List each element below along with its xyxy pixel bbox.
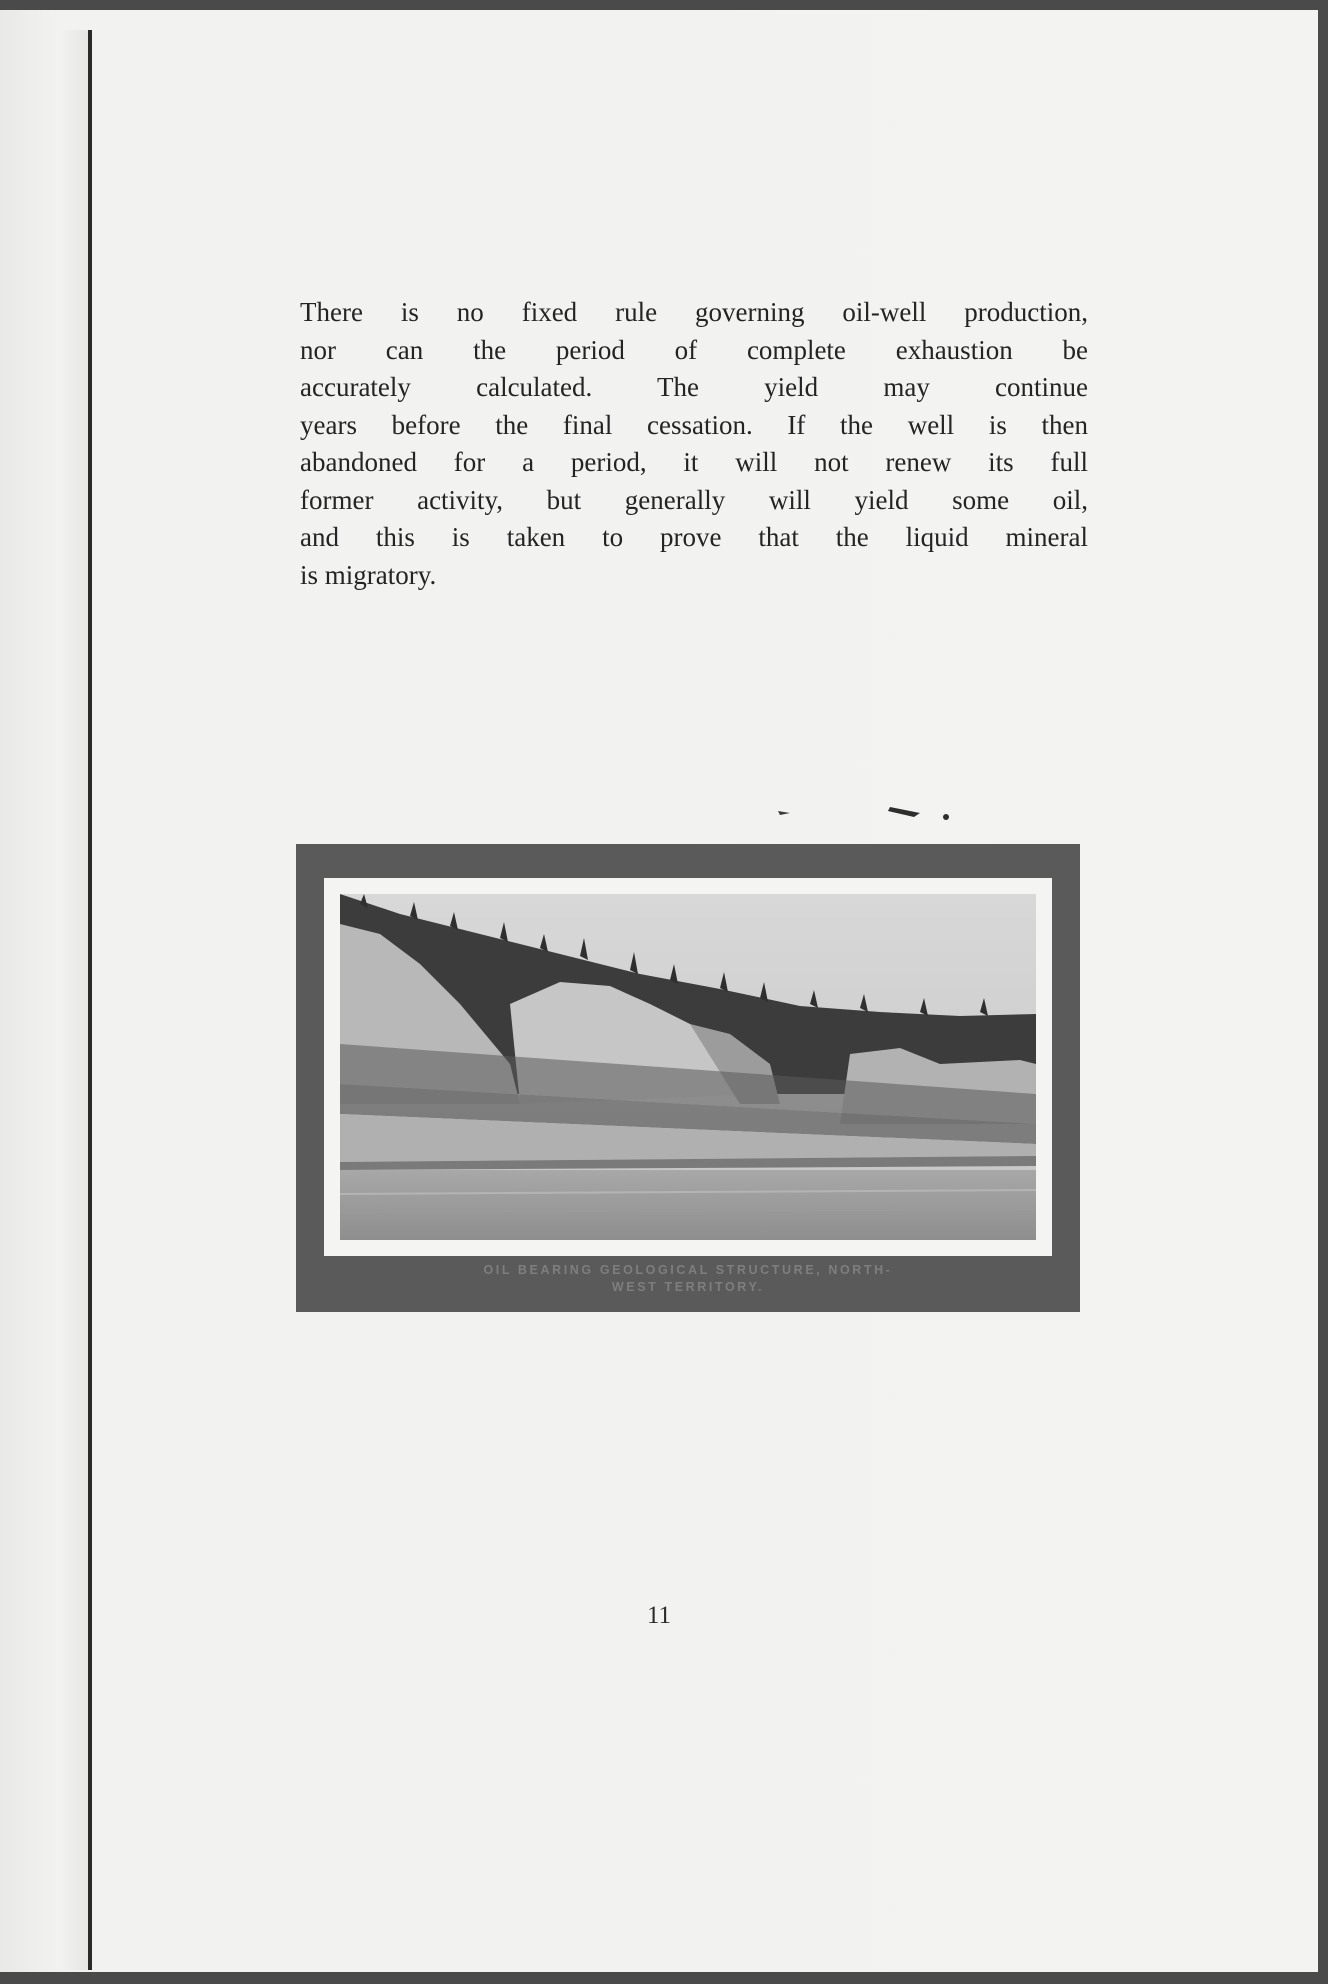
body-line: former activity, but generally will yield some oil,: [300, 484, 1088, 515]
page-number: 11: [646, 1602, 672, 1629]
body-line: nor can the period of complete exhaustion be: [300, 334, 1088, 365]
caption-line: WEST TERRITORY.: [611, 1280, 765, 1294]
cliff-river-image: [340, 894, 1036, 1240]
photo-plate: [296, 844, 1080, 1312]
book-page: [0, 10, 1318, 1972]
body-line: abandoned for a period, it will not renew its full: [300, 447, 1088, 477]
body-line: There is no fixed rule governing oil-well production,: [300, 297, 1088, 327]
binding-shadow: [60, 30, 88, 1970]
body-line: accurately calculated. The yield may continue: [300, 372, 1088, 402]
caption-line: OIL BEARING GEOLOGICAL STRUCTURE, NORTH-: [483, 1263, 893, 1277]
body-paragraph: [300, 294, 1088, 594]
body-line: and this is taken to prove that the liquid mineral: [300, 522, 1088, 552]
landscape-photo: [340, 894, 1036, 1240]
ink-specks: [770, 805, 960, 825]
photo-mat: [324, 878, 1052, 1256]
body-line: years before the final cessation. If the well is then: [300, 409, 1088, 440]
page-binding-edge: [88, 30, 92, 1970]
body-line: is migratory.: [300, 559, 437, 590]
figure-caption: [296, 1262, 1080, 1296]
